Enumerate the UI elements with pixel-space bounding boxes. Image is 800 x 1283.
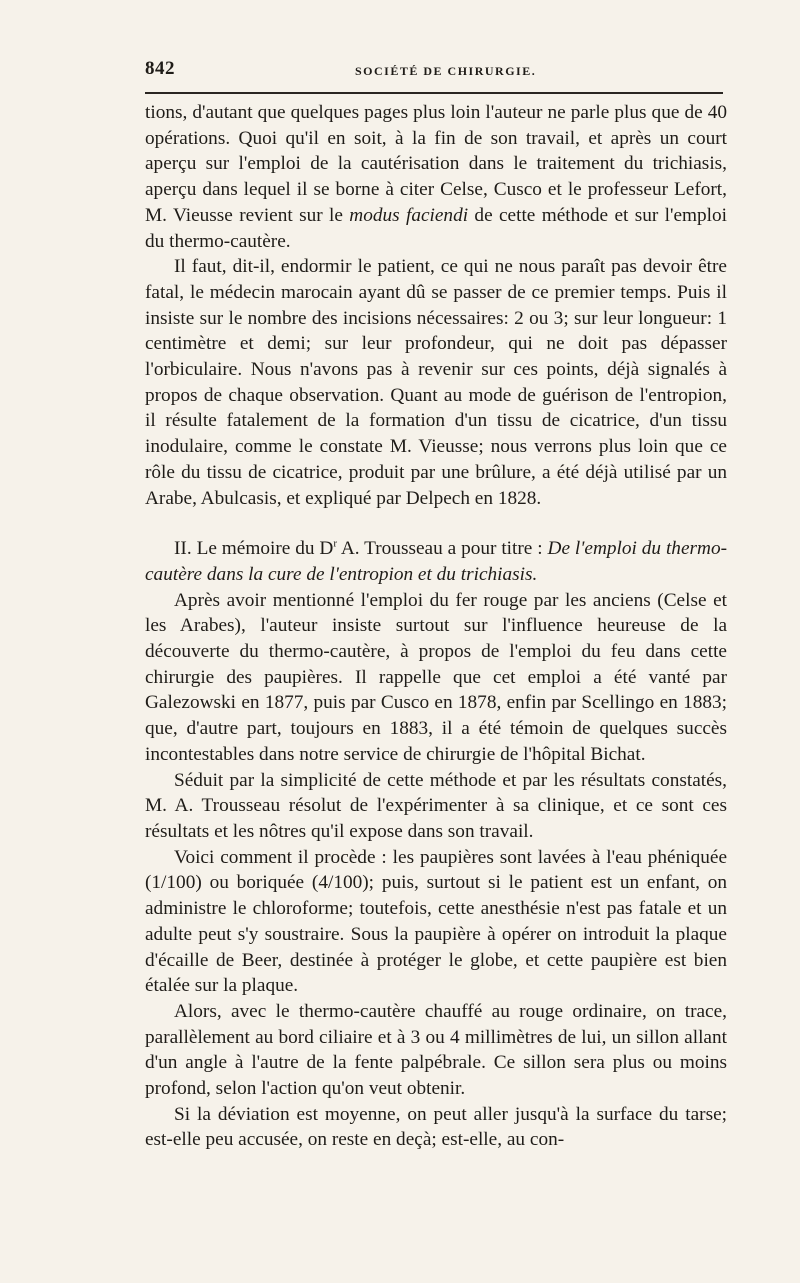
paragraph-7: Alors, avec le thermo-cautère chauffé au rouge ordinaire, on trace, parallèlement au bord ciliaire et à 3 ou 4 millimètres de lui, un sillon allant d'un angle à l'autre de la fente palpébrale. Ce sillon sera plus ou moins profond, selon l'action qu'on veut obtenir. bbox=[145, 1000, 727, 1100]
page-body bbox=[145, 100, 727, 1153]
memoir-title: De l'emploi du thermo-cautère dans la cure de l'entropion et du trichiasis. bbox=[145, 538, 727, 585]
section-ii-author: A. Trousseau a pour titre : bbox=[337, 538, 548, 560]
page-number: 842 bbox=[145, 58, 175, 79]
paragraph-4: Après avoir mentionné l'emploi du fer rouge par les anciens (Celse et les Arabes), l'auteur insiste surtout sur l'influence heureuse de la découverte du thermo-cautère, à propos de l'emploi du feu dans cette chirurgie des paupières. Il rappelle que cet emploi a été vanté par Galezowski en 1877, puis par Cusco en 1878, enfin par Scellingo en 1883; que, d'autre part, toujours en 1883, il a été témoin de quelques succès incontestables dans notre service de chirurgie de l'hôpital Bichat. bbox=[145, 589, 727, 765]
paragraph-2: Il faut, dit-il, endormir le patient, ce qui ne nous paraît pas devoir être fatal, le médecin marocain ayant dû se passer de ce premier temps. Puis il insiste sur le nombre des incisions nécessaires: 2 ou 3; sur leur longueur: 1 centimètre et demi; sur leur profondeur, qui ne doit pas dépasser l'orbiculaire. Nous n'avons pas à revenir sur ces points, déjà signalés à propos de chaque observation. Quant au mode de guérison de l'entropion, il résulte fatalement de la formation d'un tissu de cicatrice, d'un tissu inodulaire, comme le constate M. Vieusse; nous verrons plus loin que ce rôle du tissu de cicatrice, produit par une brûlure, a été déjà utilisé par un Arabe, Abulcasis, et expliqué par Delpech en 1828. bbox=[145, 256, 727, 509]
paragraph-3-section-ii bbox=[145, 536, 727, 587]
section-ii-intro: II. Le mémoire du D bbox=[174, 538, 334, 560]
page-header bbox=[145, 58, 725, 80]
running-head: SOCIÉTÉ DE CHIRURGIE. bbox=[355, 64, 537, 78]
paragraph-6: Voici comment il procède : les paupières sont lavées à l'eau phéniquée (1/100) ou boriquée (4/100); puis, surtout si le patient est un enfant, on administre le chloroforme; toutefois, cette anesthésie n'est pas fatale et un adulte peut s'y soustraire. Sous la paupière à opérer on introduit la plaque d'écaille de Beer, destinée à protéger le globe, et cette paupière est bien étalée sur la plaque. bbox=[145, 846, 727, 997]
paragraph-8: Si la déviation est moyenne, on peut aller jusqu'à la surface du tarse; est-elle peu accusée, on reste en deçà; est-elle, au con- bbox=[145, 1103, 727, 1151]
paragraph-5: Séduit par la simplicité de cette méthode et par les résultats constatés, M. A. Trousseau résolut de l'expérimenter à sa clinique, et ce sont ces résultats et les nôtres qu'il expose dans son travail. bbox=[145, 769, 727, 842]
paragraph-1-end: de cette méthode et sur l'emploi du thermo-cautère. bbox=[145, 204, 728, 252]
latin-term: modus faciendi bbox=[349, 204, 469, 226]
paragraph-1 bbox=[145, 100, 727, 254]
paragraph-1-text: tions, d'autant que quelques pages plus loin l'auteur ne parle plus que de 40 opérations. Quoi qu'il en soit, à la fin de son travail, et après un court aperçu sur l'emploi de la cautérisation dans le traitement du trichiasis, aperçu dans lequel il se borne à citer Celse, Cusco et le professeur Lefort, M. Vieusse revient sur le bbox=[145, 102, 727, 226]
header-rule bbox=[145, 92, 723, 94]
doctor-abbrev-sup: r bbox=[333, 537, 338, 550]
